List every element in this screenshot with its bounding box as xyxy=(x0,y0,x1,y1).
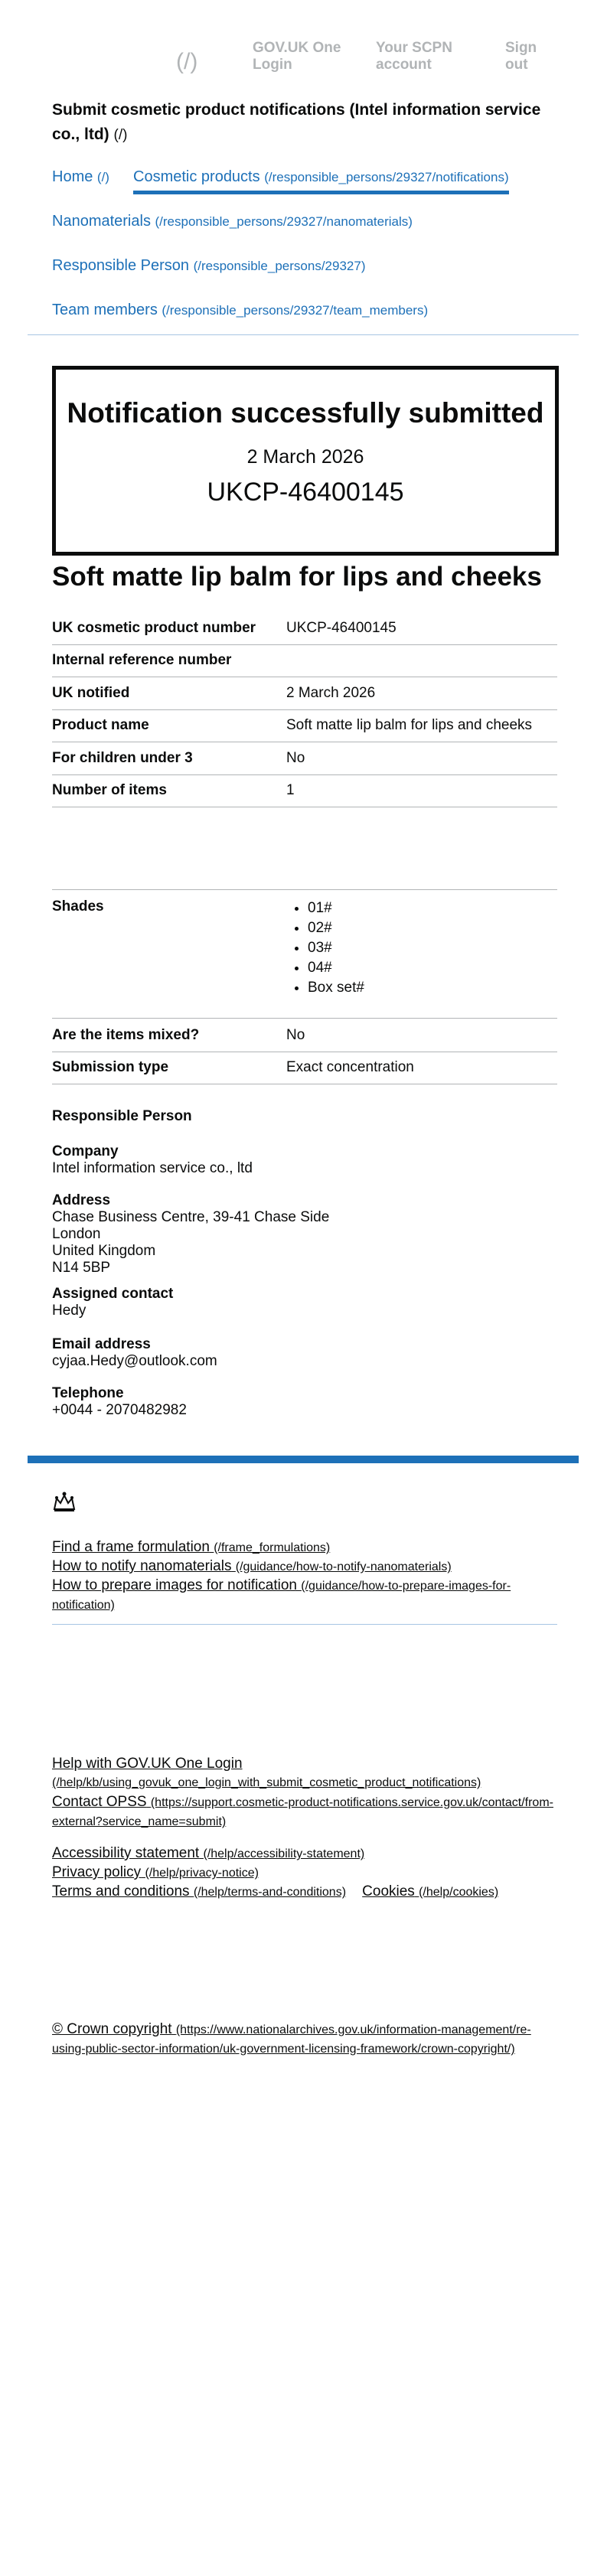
phone-value: +0044 - 2070482982 xyxy=(52,1402,187,1418)
row-value: 2 March 2026 xyxy=(286,685,376,701)
summary-divider xyxy=(52,889,557,890)
contact-label: Assigned contact xyxy=(52,1286,174,1302)
sign-out-link[interactable]: Sign out xyxy=(505,40,537,73)
footer-contact xyxy=(52,1793,557,1831)
footer-copyright xyxy=(52,2020,557,2059)
link-path: (/frame_formulations) xyxy=(214,1541,331,1554)
nav-divider xyxy=(28,334,579,335)
row-key: UK notified xyxy=(52,685,130,701)
link-label: Contact OPSS xyxy=(52,1794,147,1810)
footer-top-bar xyxy=(28,1456,579,1463)
shades-row xyxy=(52,898,557,1019)
row-key: UK cosmetic product number xyxy=(52,620,256,636)
link-path: (/help/privacy-notice) xyxy=(145,1867,259,1880)
responsible-person-heading xyxy=(52,1108,192,1125)
nav-cosmetic-path: (/responsible_persons/29327/notifications) xyxy=(264,170,509,184)
cookies-link[interactable] xyxy=(362,1883,498,1899)
summary-row xyxy=(52,1027,557,1052)
nav-team-label: Team members xyxy=(52,302,158,318)
link-label: © Crown copyright xyxy=(52,2021,172,2037)
contact-block xyxy=(52,1286,173,1319)
shade-item: • 01# xyxy=(308,898,364,918)
shade-item: • Box set# xyxy=(308,978,364,998)
summary-row xyxy=(52,1059,557,1084)
contact-opss-link[interactable] xyxy=(52,1794,553,1829)
shade-item: • 04# xyxy=(308,958,364,978)
panel-reference: UKCP-46400145 xyxy=(207,478,404,507)
row-value: UKCP-46400145 xyxy=(286,620,397,636)
nav-home[interactable] xyxy=(52,168,109,186)
mixed-value: No xyxy=(286,1027,305,1043)
footer-link[interactable] xyxy=(52,1558,452,1574)
link-label: Find a frame formulation xyxy=(52,1539,210,1555)
link-label: Help with GOV.UK One Login xyxy=(52,1756,243,1772)
service-name-path: (/) xyxy=(113,127,128,143)
link-path: (/help/kb/using_govuk_one_login_with_submit_cosmetic_product_notifications) xyxy=(52,1776,481,1789)
row-key: For children under 3 xyxy=(52,750,193,766)
contact-value: Hedy xyxy=(52,1303,86,1319)
summary-row xyxy=(52,620,557,645)
nav-team-path: (/responsible_persons/29327/team_members) xyxy=(162,303,429,318)
nav-rp-label: Responsible Person xyxy=(52,257,189,274)
link-path: (/help/cookies) xyxy=(419,1886,499,1899)
mixed-key: Are the items mixed? xyxy=(52,1027,200,1043)
link-path: (/help/accessibility-statement) xyxy=(203,1847,365,1860)
address-line: Chase Business Centre, 39-41 Chase Side xyxy=(52,1209,330,1225)
panel-title: Notification successfully submitted xyxy=(67,397,544,429)
nav-home-label: Home xyxy=(52,168,93,185)
link-path: (/guidance/how-to-prepare-images-for-notification) xyxy=(52,1580,511,1612)
row-value: Soft matte lip balm for lips and cheeks xyxy=(286,717,533,733)
footer-divider xyxy=(52,1624,557,1625)
row-key: Number of items xyxy=(52,782,167,798)
shade-item: • 02# xyxy=(308,918,364,938)
address-line: United Kingdom xyxy=(52,1243,156,1259)
email-label: Email address xyxy=(52,1336,151,1352)
summary-row xyxy=(52,782,557,807)
address-block xyxy=(52,1192,329,1277)
nav-nano-path: (/responsible_persons/29327/nanomaterials) xyxy=(155,214,413,229)
summary-row xyxy=(52,685,557,710)
shades-list xyxy=(286,898,364,998)
help-one-login-link[interactable] xyxy=(52,1756,481,1790)
nav-home-path: (/) xyxy=(96,170,109,184)
company-block xyxy=(52,1143,253,1177)
crown-copyright-link[interactable] xyxy=(52,2021,531,2056)
row-value: No xyxy=(286,750,305,766)
submission-key: Submission type xyxy=(52,1059,169,1075)
submission-value: Exact concentration xyxy=(286,1059,414,1075)
summary-row xyxy=(52,717,557,742)
nav-nanomaterials[interactable] xyxy=(52,213,413,230)
link-label: How to prepare images for notification xyxy=(52,1577,297,1593)
address-label: Address xyxy=(52,1192,111,1208)
crown-icon xyxy=(52,1491,77,1516)
link-label: Accessibility statement xyxy=(52,1845,200,1861)
confirmation-panel xyxy=(52,366,559,556)
your-account-link[interactable]: Your SCPN account xyxy=(376,40,452,73)
summary-row xyxy=(52,750,557,775)
service-name-text: Submit cosmetic product notifications (Intel information service co., ltd) xyxy=(52,101,541,143)
terms-link[interactable] xyxy=(52,1883,346,1899)
email-block xyxy=(52,1336,217,1370)
nav-team-members[interactable] xyxy=(52,302,428,319)
shades-key: Shades xyxy=(52,898,104,915)
summary-row xyxy=(52,652,557,677)
panel-date: 2 March 2026 xyxy=(246,446,364,468)
nav-responsible-person[interactable] xyxy=(52,257,365,275)
company-label: Company xyxy=(52,1143,119,1159)
service-name[interactable] xyxy=(52,98,557,148)
row-key: Product name xyxy=(52,717,149,733)
link-path: (/guidance/how-to-notify-nanomaterials) xyxy=(235,1560,452,1573)
link-path: (https://www.nationalarchives.gov.uk/information-management/re-using-public-sector-information/uk-government-licensing-framework/crown-copyright/) xyxy=(52,2023,531,2056)
home-link[interactable]: (/) xyxy=(176,49,198,74)
link-label: Terms and conditions xyxy=(52,1883,190,1899)
footer-help xyxy=(52,1755,557,1792)
accessibility-link[interactable] xyxy=(52,1845,364,1861)
one-login-link[interactable]: GOV.UK One Login xyxy=(253,40,341,73)
rp-heading-text: Responsible Person xyxy=(52,1108,192,1124)
nav-nano-label: Nanomaterials xyxy=(52,213,151,230)
footer-links-primary xyxy=(52,1538,557,1615)
company-value: Intel information service co., ltd xyxy=(52,1160,253,1176)
link-label: How to notify nanomaterials xyxy=(52,1558,232,1574)
phone-label: Telephone xyxy=(52,1385,124,1401)
nav-rp-path: (/responsible_persons/29327) xyxy=(193,259,366,273)
nav-cosmetic-label: Cosmetic products xyxy=(133,168,260,185)
link-label: Privacy policy xyxy=(52,1864,142,1880)
email-value: cyjaa.Hedy@outlook.com xyxy=(52,1353,217,1369)
footer-link[interactable] xyxy=(52,1577,511,1612)
top-navigation xyxy=(0,40,607,80)
link-label: Cookies xyxy=(362,1883,415,1899)
privacy-link[interactable] xyxy=(52,1864,259,1880)
link-path: (/help/terms-and-conditions) xyxy=(193,1886,347,1899)
footer-meta-links xyxy=(52,1844,557,1902)
row-value: 1 xyxy=(286,782,295,798)
nav-cosmetic-products[interactable] xyxy=(133,168,509,194)
address-line: London xyxy=(52,1226,101,1242)
address-line: N14 5BP xyxy=(52,1260,111,1276)
shade-item: • 03# xyxy=(308,938,364,958)
link-path: (https://support.cosmetic-product-notifications.service.gov.uk/contact/from-external?service_name=submit) xyxy=(52,1796,553,1828)
phone-block xyxy=(52,1385,187,1419)
footer-link[interactable] xyxy=(52,1539,330,1555)
product-title: Soft matte lip balm for lips and cheeks xyxy=(52,562,542,592)
row-key: Internal reference number xyxy=(52,652,232,668)
